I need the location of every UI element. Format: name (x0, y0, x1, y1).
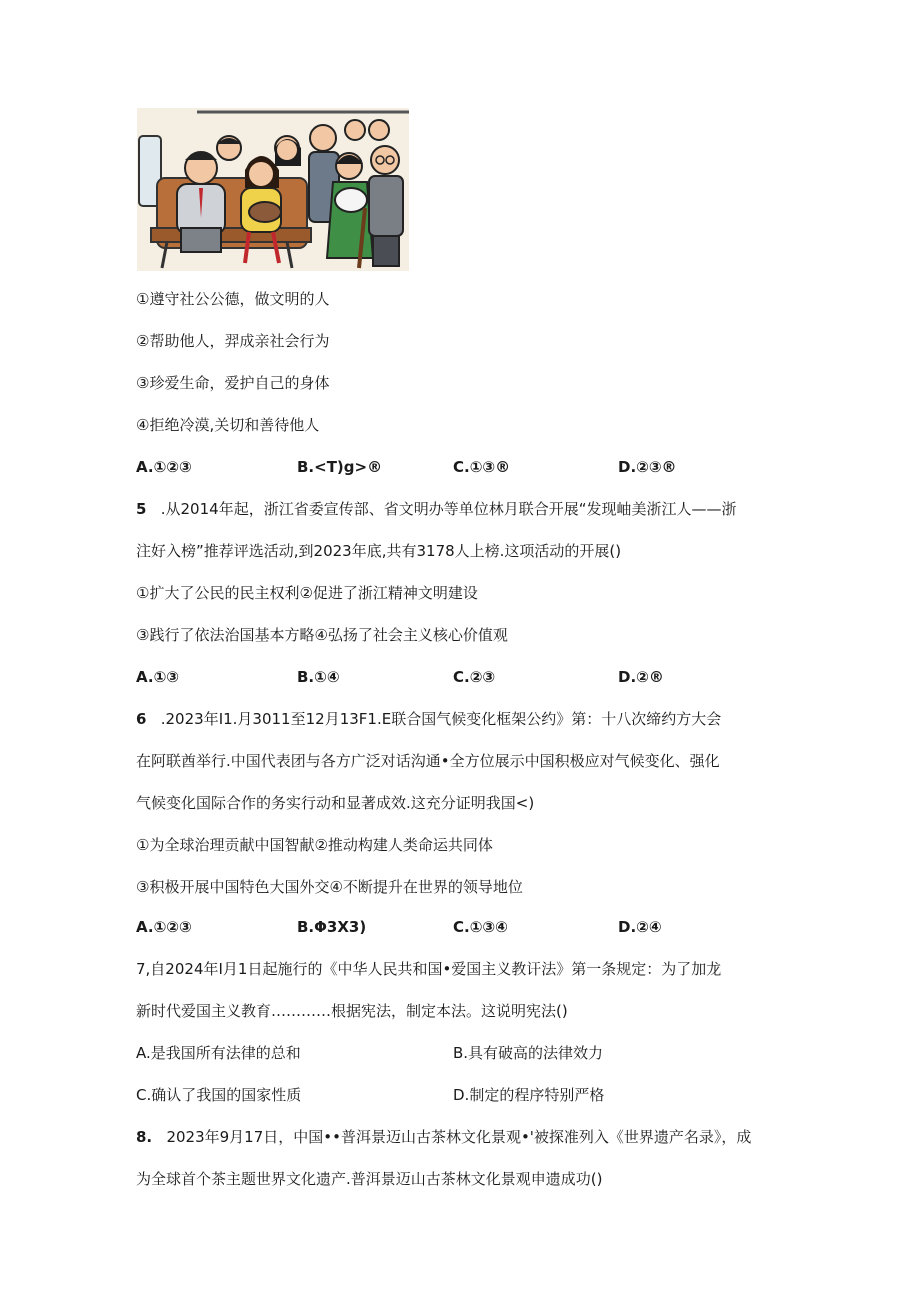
q6-option-d[interactable]: D.②④ (618, 918, 662, 936)
q5-stem-text-1: .从2014年起，浙江省委宣传部、省文明办等单位林月联合开展“发现岫美浙江人——浙 (160, 500, 737, 518)
q4-item-1: ①遵守社公公德，做文明的人 (136, 290, 330, 308)
q5-option-b[interactable]: B.①④ (297, 668, 340, 686)
q6-stem-line-1 (136, 709, 721, 729)
q5-item-1: ①扩大了公民的民主权利②促进了浙江精神文明建设 (136, 584, 478, 602)
q6-option-c[interactable]: C.①③④ (453, 918, 508, 936)
q7-option-d[interactable]: D.制定的程序特别严格 (453, 1086, 605, 1104)
q6-item-1: ①为全球治理贡献中国智献②推动构建人类命运共同体 (136, 836, 493, 854)
q6-stem-line-2: 在阿联酋举行.中国代表团与各方广泛对话沟通•全方位展示中国积极应对气候变化、强化 (136, 752, 720, 770)
q4-item-4: ④拒绝冷漠,关切和善待他人 (136, 416, 320, 434)
q8-stem-line-2: 为全球首个茶主题世界文化遗产.普洱景迈山古茶林文化景观申遗成功() (136, 1170, 603, 1188)
q6-stem-text-1: .2023年I1.月3011至12月13F1.E联合国气候变化框架公约》第：十八次缔约方大会 (160, 710, 722, 728)
q7-stem-line-2: 新时代爱国主义教育…………根据宪法，制定本法。这说明宪法() (136, 1002, 568, 1020)
q4-item-2: ②帮助他人，羿成亲社会行为 (136, 332, 330, 350)
q6-option-a[interactable]: A.①②③ (136, 918, 192, 936)
q4-option-b[interactable]: B.<T)g>® (297, 458, 383, 476)
q5-item-2: ③践行了依法治国基本方略④弘扬了社会主义核心价值观 (136, 626, 508, 644)
q5-stem-line-2: 注好入榜”推荐评选活动,到2023年底,共有3178人上榜.这项活动的开展() (136, 542, 622, 560)
q6-number: 6 (136, 710, 147, 728)
q8-stem-line-1 (136, 1127, 751, 1147)
q6-option-b[interactable]: B.Φ3X3) (297, 918, 367, 936)
q6-item-2: ③积极开展中国特色大国外交④不断提升在世界的领导地位 (136, 878, 523, 896)
q7-option-c[interactable]: C.确认了我国的国家性质 (136, 1086, 302, 1104)
q5-number: 5 (136, 500, 147, 518)
cartoon-illustration (137, 108, 409, 271)
q6-stem-line-3: 气候变化国际合作的务实行动和显著成效.这充分证明我国<) (136, 794, 535, 812)
q8-number: 8. (136, 1128, 153, 1146)
q7-option-b[interactable]: B.具有破高的法律效力 (453, 1044, 604, 1062)
q4-option-a[interactable]: A.①②③ (136, 458, 192, 476)
q7-stem-line-1: 7,自2024年I月1日起施行的《中华人民共和国•爱国主义教讦法》第一条规定：为了加龙 (136, 960, 722, 978)
bus-passengers-icon (137, 108, 409, 271)
q4-item-3: ③珍爱生命，爱护自己的身体 (136, 374, 330, 392)
q5-option-d[interactable]: D.②® (618, 668, 664, 686)
q5-option-c[interactable]: C.②③ (453, 668, 496, 686)
q7-option-a[interactable]: A.是我国所有法律的总和 (136, 1044, 301, 1062)
q8-stem-text-1: 2023年9月17日，中国••普洱景迈山古茶林文化景观•'被探准列入《世界遗产名录》，成 (166, 1128, 752, 1146)
q5-stem-line-1 (136, 499, 736, 519)
q4-option-d[interactable]: D.②③® (618, 458, 677, 476)
q5-option-a[interactable]: A.①③ (136, 668, 179, 686)
q4-option-c[interactable]: C.①③® (453, 458, 511, 476)
